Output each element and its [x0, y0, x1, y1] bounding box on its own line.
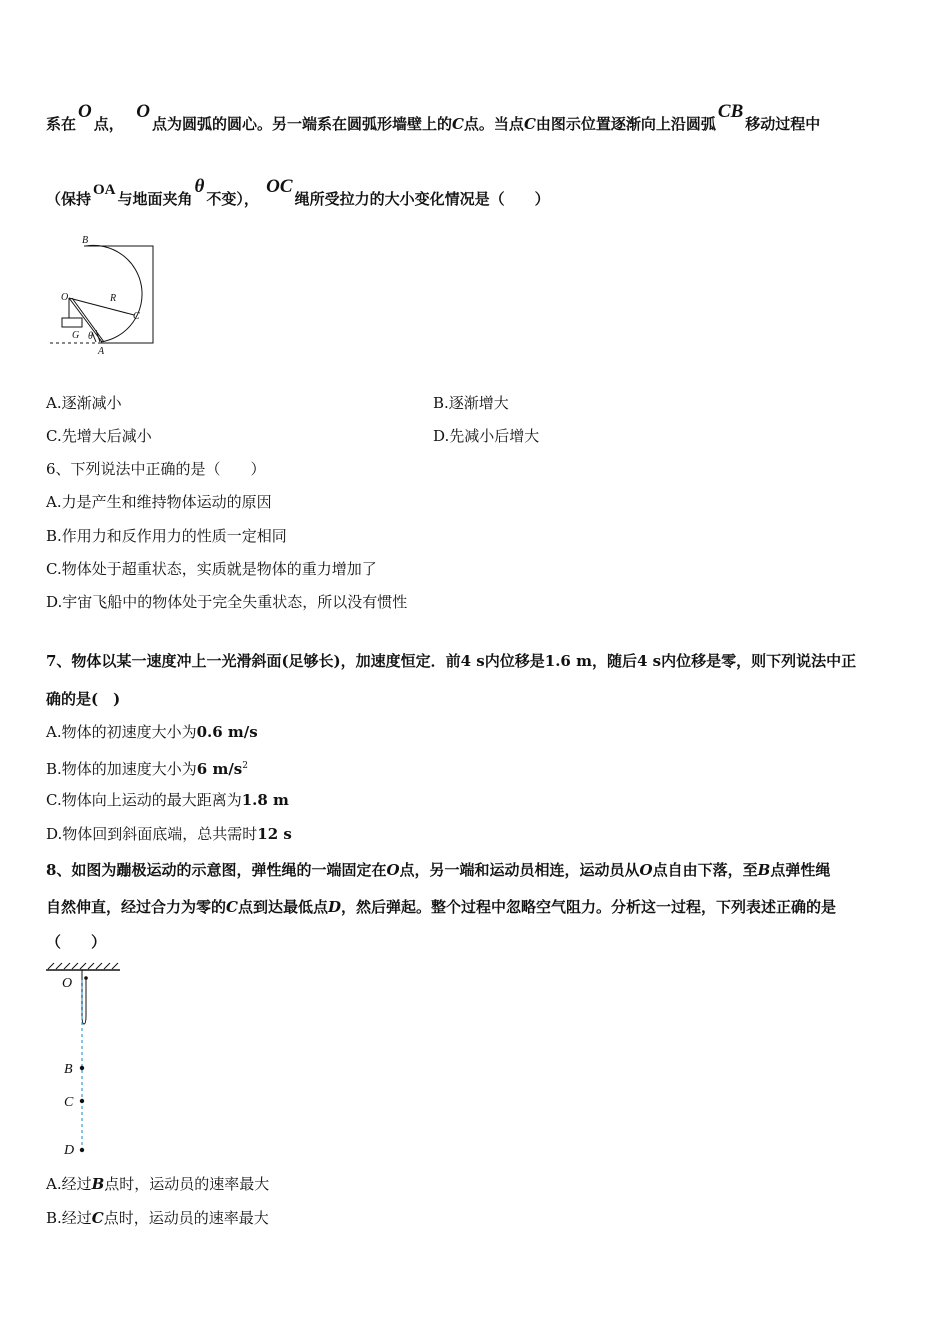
q8-line3: （ ）	[46, 933, 107, 951]
q7-l1g: 内位移是零，则下列说法中正	[661, 652, 857, 670]
math-theta: θ	[194, 176, 205, 197]
q5-option-B: B.逐渐增大	[433, 394, 509, 412]
q7-D-text: D.物体回到斜面底端，总共需时	[46, 825, 258, 843]
math-CB: CB	[717, 101, 744, 122]
point-B: B	[91, 1175, 105, 1193]
q7-option-D	[46, 824, 292, 844]
label-O: O	[61, 292, 69, 303]
q7-D-value: 12 s	[257, 825, 292, 843]
q8-line2	[46, 897, 836, 917]
q7-line2: 确的是( )	[46, 690, 121, 708]
weight-G	[62, 318, 82, 327]
q5-line2-t3: 不变），	[206, 190, 259, 208]
point-C: C	[451, 115, 464, 133]
q5-option-D: D.先减小后增大	[433, 427, 540, 445]
q5-option-C: C.先增大后减小	[46, 427, 152, 445]
label-B: B	[64, 1062, 73, 1077]
q7-l1c: 内位移是	[484, 652, 545, 670]
point-O: O	[386, 861, 400, 879]
q5-line1-t3: 点为圆弧的圆心。另一端系在圆弧形墙壁上的	[151, 115, 452, 133]
q8-B-b: 点时，运动员的速率最大	[103, 1209, 269, 1227]
q6-option-A: A.力是产生和维持物体运动的原因	[46, 493, 272, 511]
label-O: O	[62, 976, 73, 991]
q8-l1d: 点弹性绳	[770, 861, 831, 879]
q8-option-A	[46, 1174, 269, 1194]
point-C: C	[523, 115, 536, 133]
q6-option-B: B.作用力和反作用力的性质一定相同	[46, 527, 287, 545]
point-C: C	[91, 1209, 104, 1227]
q5-line2	[46, 176, 550, 210]
label-C: C	[133, 311, 140, 322]
math-OA: OA	[93, 182, 116, 198]
ceiling-hatch	[48, 963, 118, 969]
q8-line1	[46, 860, 830, 880]
q6-stem: 6、下列说法中正确的是（ ）	[46, 460, 266, 478]
point-O: O	[639, 861, 653, 879]
math-O: O	[136, 101, 150, 122]
math-O: O	[78, 101, 92, 122]
label-D: D	[64, 1143, 75, 1158]
q5-line1-t5: 由图示位置逐渐向上沿圆弧	[535, 115, 716, 133]
q7-A-text: A.物体的初速度大小为	[46, 723, 197, 741]
point-D-dot	[80, 1148, 84, 1152]
point-O-dot	[84, 976, 88, 980]
q5-option-A: A.逐渐减小	[46, 394, 122, 412]
q8-A-a: A.经过	[46, 1175, 92, 1193]
q8-l2a: 自然伸直，经过合力为零的	[46, 898, 227, 916]
q7-option-B	[46, 756, 248, 779]
q5-line1-t6: 移动过程中	[745, 115, 821, 133]
label-R: R	[110, 293, 117, 304]
q7-B-text: B.物体的加速度大小为	[46, 760, 197, 778]
label-B: B	[82, 235, 89, 246]
q5-line1-t4: 点。当点	[463, 115, 524, 133]
point-D: D	[327, 898, 341, 916]
label-C: C	[64, 1095, 74, 1110]
q8-l2b: 点到达最低点	[237, 898, 328, 916]
q8-option-B	[46, 1208, 269, 1228]
q7-l1e: ，随后	[591, 652, 637, 670]
q8-l1a: 8、如图为蹦极运动的示意图，弹性绳的一端固定在	[46, 861, 387, 879]
q7-C-value: 1.8 m	[241, 791, 289, 809]
math-OC: OC	[266, 176, 293, 197]
q7-B-sup: 2	[242, 761, 248, 771]
q5-line2-t2: 与地面夹角	[117, 190, 193, 208]
q5-line2-t4: 绳所受拉力的大小变化情况是（ ）	[294, 190, 550, 208]
q7-option-A	[46, 722, 258, 742]
label-A: A	[98, 346, 105, 357]
q8-B-a: B.经过	[46, 1209, 92, 1227]
q8-figure	[44, 960, 134, 1160]
q7-B-value: 6 m/s	[196, 760, 243, 778]
q5-line2-t1: （保持	[46, 190, 92, 208]
point-C-dot	[80, 1099, 84, 1103]
q7-line1	[46, 651, 856, 671]
q7-l1f: 4 s	[636, 652, 662, 670]
q7-l1b: 4 s	[460, 652, 485, 670]
label-G: G	[72, 330, 80, 341]
q8-l1b: 点，另一端和运动员相连，运动员从	[399, 861, 640, 879]
point-C: C	[226, 898, 238, 916]
q8-A-b: 点时，运动员的速率最大	[104, 1175, 270, 1193]
q5-line1-t2: 点，	[93, 115, 124, 133]
q5-line1	[46, 101, 821, 134]
point-B-dot	[80, 1066, 84, 1070]
q8-l1c: 点自由下落，至	[652, 861, 758, 879]
q5-line1-t1: 系在	[46, 115, 77, 133]
point-B: B	[757, 861, 771, 879]
q6-option-D: D.宇宙飞船中的物体处于完全失重状态，所以没有惯性	[46, 593, 408, 611]
q5-figure	[44, 228, 164, 358]
q7-l1d: 1.6 m	[544, 652, 592, 670]
q7-l1a: 7、物体以某一速度冲上一光滑斜面(足够长)，加速度恒定．前	[46, 652, 461, 670]
q8-l2c: ，然后弹起。整个过程中忽略空气阻力。分析这一过程，下列表述正确的是	[341, 898, 837, 916]
q7-A-value: 0.6 m/s	[196, 723, 258, 741]
q7-C-text: C.物体向上运动的最大距离为	[46, 791, 242, 809]
q6-option-C: C.物体处于超重状态，实质就是物体的重力增加了	[46, 560, 377, 578]
label-theta: θ	[88, 331, 93, 342]
q7-option-C	[46, 790, 289, 810]
